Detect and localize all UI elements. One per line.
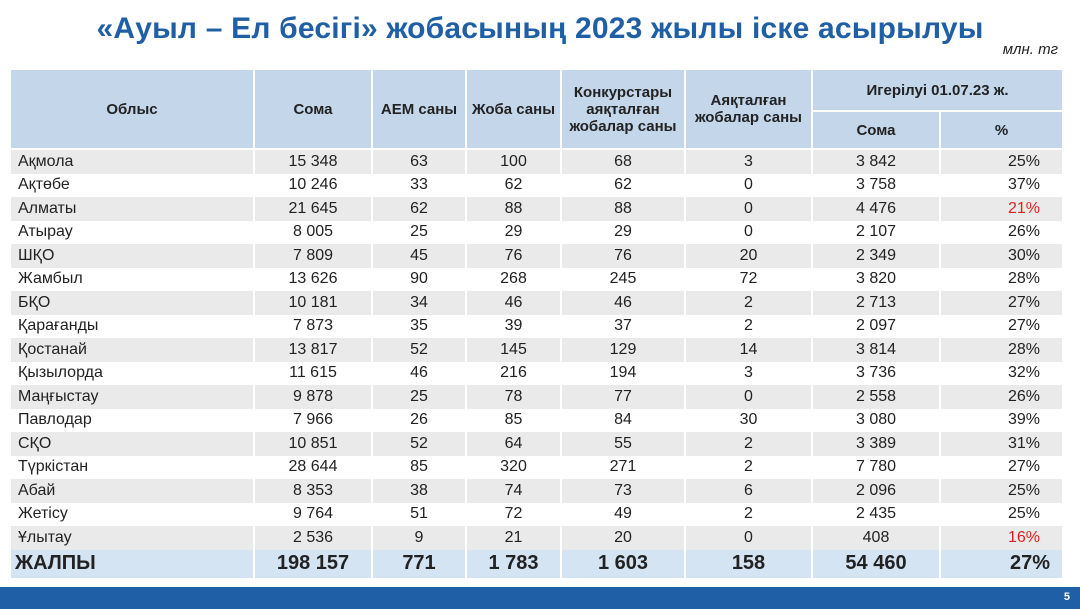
cell-progress-sum: 7 780	[812, 456, 940, 480]
cell-projects: 39	[466, 315, 561, 339]
cell-progress-sum: 408	[812, 526, 940, 550]
cell-pct: 39%	[940, 409, 1063, 433]
header-completed: Аяқталған жобалар саны	[685, 69, 812, 149]
cell-sum: 13 817	[254, 338, 372, 362]
cell-completed: 0	[685, 526, 812, 550]
cell-aem: 34	[372, 291, 466, 315]
cell-competition: 29	[561, 221, 685, 245]
cell-projects: 72	[466, 503, 561, 527]
cell-progress-sum: 2 107	[812, 221, 940, 245]
table-row	[10, 244, 1063, 268]
cell-sum: 15 348	[254, 149, 372, 174]
cell-region: Жетісу	[10, 503, 254, 527]
cell-sum: 7 873	[254, 315, 372, 339]
cell-aem: 62	[372, 197, 466, 221]
table-row	[10, 479, 1063, 503]
cell-sum: 2 536	[254, 526, 372, 550]
header-progress: Игерілуі 01.07.23 ж.	[812, 69, 1063, 111]
cell-competition: 68	[561, 149, 685, 174]
cell-aem: 9	[372, 526, 466, 550]
cell-region: Алматы	[10, 197, 254, 221]
table-row	[10, 503, 1063, 527]
cell-projects: 100	[466, 149, 561, 174]
total-competition: 1 603	[561, 550, 685, 578]
cell-completed: 30	[685, 409, 812, 433]
table-row	[10, 221, 1063, 245]
cell-projects: 21	[466, 526, 561, 550]
cell-completed: 2	[685, 315, 812, 339]
cell-sum: 13 626	[254, 268, 372, 292]
header-competition: Конкурстары аяқталған жобалар саны	[561, 69, 685, 149]
total-completed: 158	[685, 550, 812, 578]
cell-progress-sum: 3 820	[812, 268, 940, 292]
cell-completed: 14	[685, 338, 812, 362]
cell-progress-sum: 3 842	[812, 149, 940, 174]
cell-region: Ақмола	[10, 149, 254, 174]
cell-competition: 37	[561, 315, 685, 339]
cell-pct: 30%	[940, 244, 1063, 268]
table-row	[10, 338, 1063, 362]
table-row	[10, 315, 1063, 339]
table-row	[10, 385, 1063, 409]
cell-region: Абай	[10, 479, 254, 503]
cell-completed: 2	[685, 291, 812, 315]
cell-completed: 0	[685, 221, 812, 245]
cell-region: БҚО	[10, 291, 254, 315]
cell-pct: 31%	[940, 432, 1063, 456]
cell-projects: 74	[466, 479, 561, 503]
cell-aem: 25	[372, 385, 466, 409]
cell-sum: 9 878	[254, 385, 372, 409]
cell-sum: 21 645	[254, 197, 372, 221]
cell-region: Маңғыстау	[10, 385, 254, 409]
table-row	[10, 432, 1063, 456]
footer-bar	[0, 587, 1080, 609]
cell-projects: 46	[466, 291, 561, 315]
cell-competition: 76	[561, 244, 685, 268]
cell-sum: 9 764	[254, 503, 372, 527]
cell-region: ШҚО	[10, 244, 254, 268]
cell-progress-sum: 3 080	[812, 409, 940, 433]
table-body	[10, 149, 1063, 550]
cell-pct: 32%	[940, 362, 1063, 386]
cell-pct: 21%	[940, 197, 1063, 221]
cell-aem: 45	[372, 244, 466, 268]
cell-progress-sum: 3 389	[812, 432, 940, 456]
cell-region: Қызылорда	[10, 362, 254, 386]
cell-progress-sum: 3 814	[812, 338, 940, 362]
data-table	[9, 68, 1064, 578]
cell-pct: 27%	[940, 291, 1063, 315]
table-row	[10, 174, 1063, 198]
cell-region: Атырау	[10, 221, 254, 245]
total-progress-sum: 54 460	[812, 550, 940, 578]
cell-pct: 16%	[940, 526, 1063, 550]
cell-competition: 88	[561, 197, 685, 221]
cell-completed: 3	[685, 362, 812, 386]
table-row	[10, 291, 1063, 315]
header-progress-pct: %	[940, 111, 1063, 149]
cell-pct: 26%	[940, 221, 1063, 245]
page-number: 5	[1063, 591, 1070, 603]
cell-projects: 88	[466, 197, 561, 221]
cell-aem: 46	[372, 362, 466, 386]
cell-projects: 62	[466, 174, 561, 198]
header-region: Облыс	[10, 69, 254, 149]
cell-progress-sum: 4 476	[812, 197, 940, 221]
cell-aem: 85	[372, 456, 466, 480]
cell-pct: 25%	[940, 503, 1063, 527]
cell-completed: 72	[685, 268, 812, 292]
cell-completed: 0	[685, 197, 812, 221]
table-row	[10, 197, 1063, 221]
cell-projects: 268	[466, 268, 561, 292]
cell-sum: 7 809	[254, 244, 372, 268]
cell-aem: 25	[372, 221, 466, 245]
cell-sum: 8 005	[254, 221, 372, 245]
cell-region: СҚО	[10, 432, 254, 456]
cell-progress-sum: 2 713	[812, 291, 940, 315]
total-projects: 1 783	[466, 550, 561, 578]
cell-region: Қостанай	[10, 338, 254, 362]
cell-sum: 8 353	[254, 479, 372, 503]
cell-completed: 2	[685, 432, 812, 456]
cell-aem: 26	[372, 409, 466, 433]
cell-region: Ақтөбе	[10, 174, 254, 198]
cell-progress-sum: 2 097	[812, 315, 940, 339]
cell-pct: 26%	[940, 385, 1063, 409]
cell-projects: 29	[466, 221, 561, 245]
table-row	[10, 362, 1063, 386]
header-aem: АЕМ саны	[372, 69, 466, 149]
cell-completed: 0	[685, 174, 812, 198]
cell-competition: 245	[561, 268, 685, 292]
cell-projects: 145	[466, 338, 561, 362]
cell-completed: 20	[685, 244, 812, 268]
cell-progress-sum: 2 435	[812, 503, 940, 527]
cell-pct: 25%	[940, 479, 1063, 503]
cell-progress-sum: 2 349	[812, 244, 940, 268]
cell-pct: 28%	[940, 338, 1063, 362]
total-pct: 27%	[940, 550, 1063, 578]
cell-competition: 55	[561, 432, 685, 456]
cell-completed: 3	[685, 149, 812, 174]
cell-aem: 90	[372, 268, 466, 292]
cell-aem: 35	[372, 315, 466, 339]
table-row	[10, 268, 1063, 292]
cell-projects: 64	[466, 432, 561, 456]
cell-completed: 2	[685, 503, 812, 527]
cell-competition: 194	[561, 362, 685, 386]
page-title: «Ауыл – Ел бесігі» жобасының 2023 жылы іске асырылуы	[96, 12, 984, 45]
cell-region: Түркістан	[10, 456, 254, 480]
cell-competition: 84	[561, 409, 685, 433]
cell-competition: 20	[561, 526, 685, 550]
table-row	[10, 149, 1063, 174]
unit-label: млн. тг	[1002, 41, 1058, 58]
total-row	[10, 550, 1063, 578]
cell-region: Ұлытау	[10, 526, 254, 550]
cell-sum: 28 644	[254, 456, 372, 480]
cell-competition: 46	[561, 291, 685, 315]
cell-projects: 216	[466, 362, 561, 386]
cell-sum: 7 966	[254, 409, 372, 433]
cell-competition: 62	[561, 174, 685, 198]
cell-pct: 37%	[940, 174, 1063, 198]
cell-sum: 10 181	[254, 291, 372, 315]
data-table-container	[9, 68, 1062, 578]
cell-sum: 11 615	[254, 362, 372, 386]
cell-competition: 49	[561, 503, 685, 527]
cell-projects: 78	[466, 385, 561, 409]
cell-progress-sum: 2 558	[812, 385, 940, 409]
cell-projects: 76	[466, 244, 561, 268]
total-region: ЖАЛПЫ	[10, 550, 254, 578]
cell-competition: 73	[561, 479, 685, 503]
cell-aem: 63	[372, 149, 466, 174]
total-aem: 771	[372, 550, 466, 578]
cell-aem: 52	[372, 338, 466, 362]
cell-aem: 52	[372, 432, 466, 456]
cell-pct: 25%	[940, 149, 1063, 174]
cell-progress-sum: 3 758	[812, 174, 940, 198]
cell-completed: 2	[685, 456, 812, 480]
table-row	[10, 456, 1063, 480]
cell-aem: 33	[372, 174, 466, 198]
cell-region: Павлодар	[10, 409, 254, 433]
cell-completed: 0	[685, 385, 812, 409]
cell-sum: 10 246	[254, 174, 372, 198]
cell-pct: 28%	[940, 268, 1063, 292]
cell-projects: 320	[466, 456, 561, 480]
cell-progress-sum: 3 736	[812, 362, 940, 386]
cell-pct: 27%	[940, 315, 1063, 339]
cell-progress-sum: 2 096	[812, 479, 940, 503]
cell-competition: 271	[561, 456, 685, 480]
cell-competition: 129	[561, 338, 685, 362]
header-projects: Жоба саны	[466, 69, 561, 149]
table-row	[10, 409, 1063, 433]
cell-region: Қарағанды	[10, 315, 254, 339]
cell-region: Жамбыл	[10, 268, 254, 292]
header-progress-sum: Сома	[812, 111, 940, 149]
cell-aem: 51	[372, 503, 466, 527]
cell-completed: 6	[685, 479, 812, 503]
total-sum: 198 157	[254, 550, 372, 578]
cell-aem: 38	[372, 479, 466, 503]
cell-sum: 10 851	[254, 432, 372, 456]
table-row	[10, 526, 1063, 550]
cell-competition: 77	[561, 385, 685, 409]
header-sum: Сома	[254, 69, 372, 149]
cell-pct: 27%	[940, 456, 1063, 480]
cell-projects: 85	[466, 409, 561, 433]
